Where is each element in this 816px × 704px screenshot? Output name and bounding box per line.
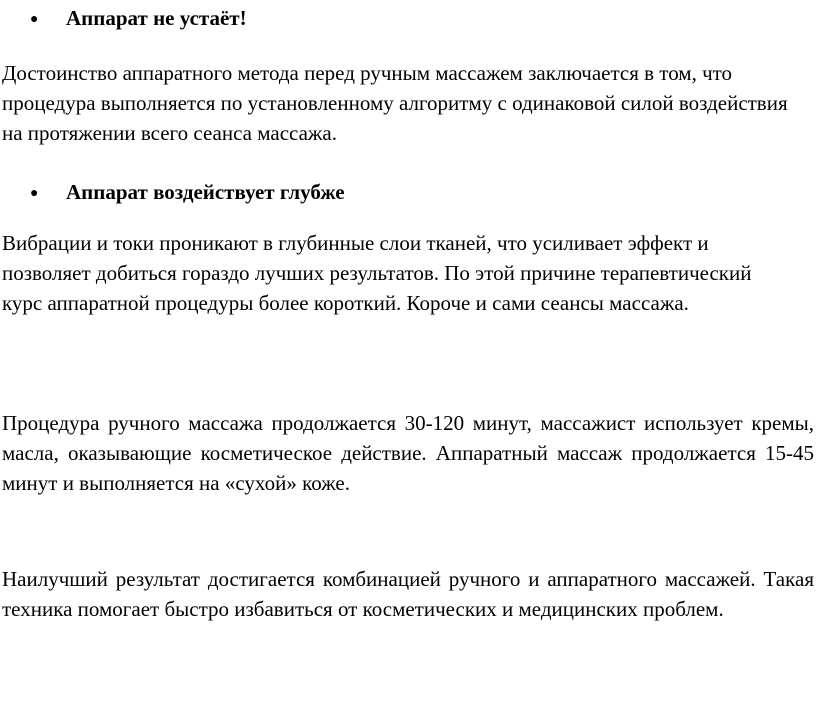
section-heading-2 xyxy=(30,178,345,208)
heading-text: Аппарат воздействует глубже xyxy=(66,180,345,204)
section-heading-1 xyxy=(30,4,247,34)
body-paragraph-1: Процедура ручного массажа продолжается 30-120 минут, массажист использует кремы, масла, оказывающие косметическое действие. Аппаратный массаж продолжается 15-45 минут и выполняется на «сухой» коже. xyxy=(2,411,814,495)
section-paragraph-1: Достоинство аппаратного метода перед ручным массажем заключается в том, что процедура выполняется по установленному алгоритму с одинаковой силой воздействия на протяжении всего сеанса массажа. xyxy=(2,61,788,145)
body-paragraph-2: Наилучший результат достигается комбинацией ручного и аппаратного массажей. Такая техника помогает быстро избавиться от косметических и медицинских проблем. xyxy=(2,567,814,621)
section-paragraph-2: Вибрации и токи проникают в глубинные слои тканей, что усиливает эффект и позволяет добиться гораздо лучших результатов. По этой причине терапевтический курс аппаратной процедуры более короткий. Короче и сами сеансы массажа. xyxy=(2,231,752,315)
heading-text: Аппарат не устаёт! xyxy=(66,6,247,30)
bullet-icon: ● xyxy=(30,12,39,27)
bullet-icon: ● xyxy=(30,186,39,201)
